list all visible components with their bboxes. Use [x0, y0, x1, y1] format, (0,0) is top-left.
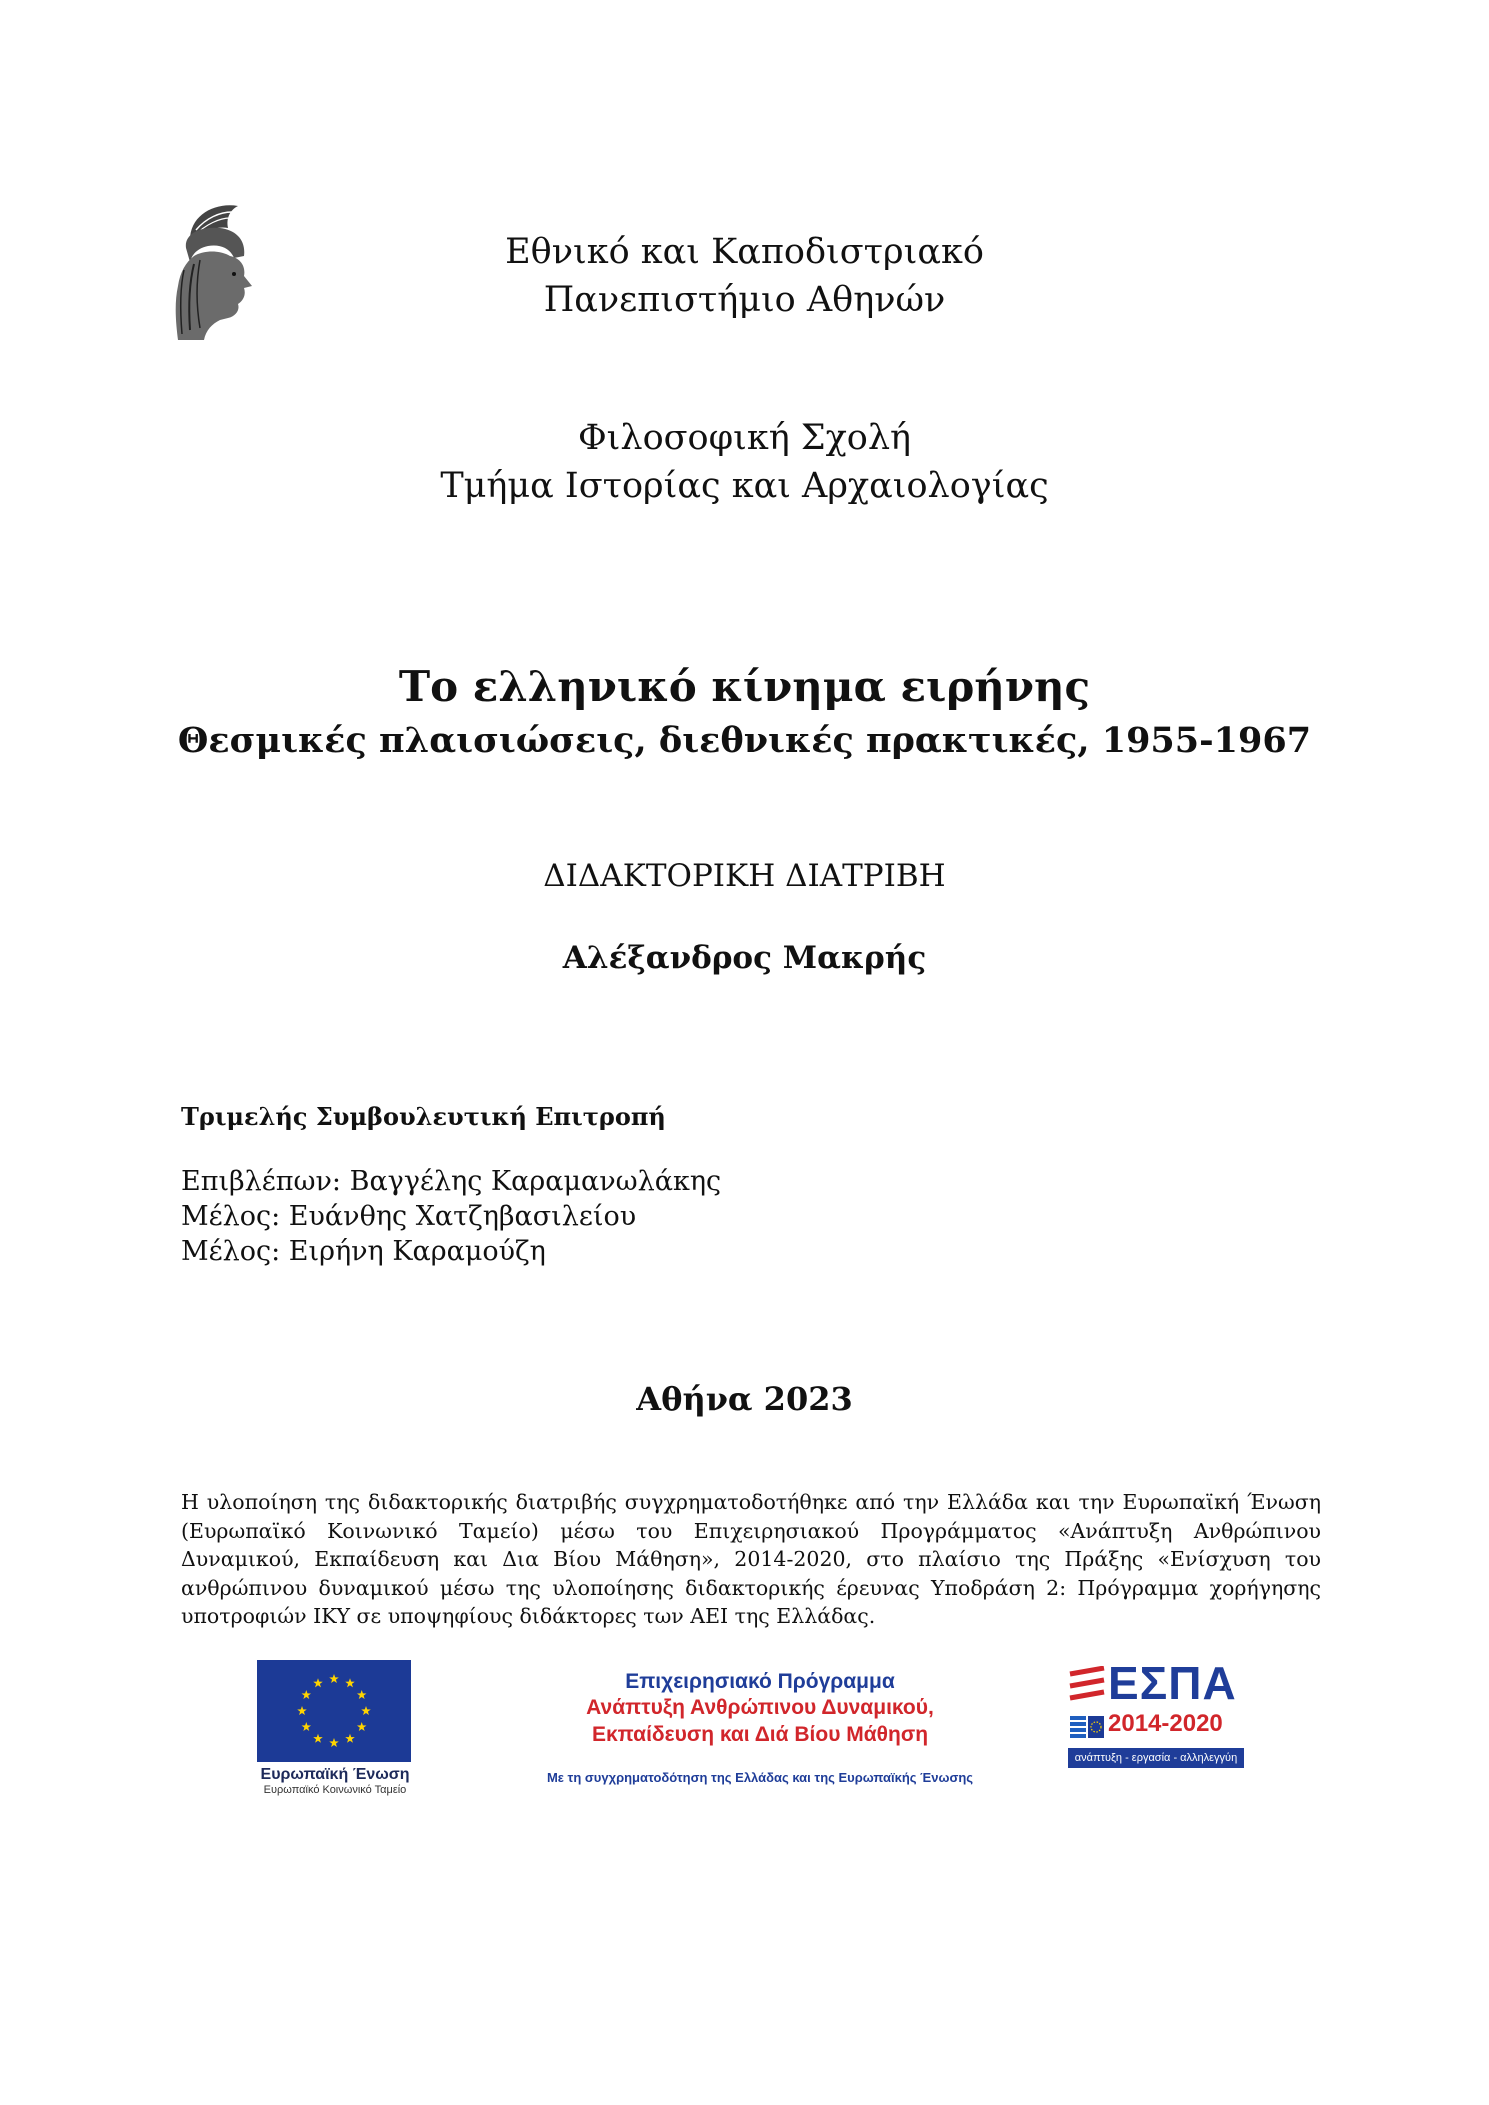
- eu-logo: [257, 1660, 413, 1796]
- greek-eu-flags-icon: [1070, 1716, 1104, 1738]
- eu-flag-icon: [257, 1660, 411, 1762]
- espa-stripes-icon: [1068, 1666, 1106, 1710]
- eu-star-icon: [313, 1678, 323, 1687]
- espa-word: ΕΣΠΑ: [1108, 1657, 1237, 1709]
- eu-star-icon: [329, 1738, 339, 1747]
- eu-star-icon: [297, 1706, 307, 1715]
- school-name: Φιλοσοφική Σχολή: [577, 418, 911, 458]
- funding-statement: Η υλοποίηση της διδακτορικής διατριβής συγχρηματοδοτήθηκε από την Ελλάδα και την Ευρωπαϊκή Ένωση (Ευρωπαϊκό Κοινωνικό Ταμείο) μέσω του Επιχειρησιακού Προγράμματος «Ανάπτυξη Ανθρώπινου Δυναμικού, Εκπαίδευση και Δια Βίου Μάθηση», 2014-2020, στο πλαίσιο της Πράξης «Ενίσχυση του ανθρώπινου δυναμικού μέσω της υλοποίησης διδακτορικής έρευνας Υποδράση 2: Πρόγραμμα χορήγησης υποτροφιών ΙΚΥ σε υποψηφίους διδάκτορες των ΑΕΙ της Ελλάδας.: [181, 1490, 1321, 1628]
- eu-star-icon: [313, 1734, 323, 1743]
- operational-programme-logo: [520, 1670, 1000, 1785]
- op-logo-line1: Επιχειρησιακό Πρόγραμμα: [625, 1670, 895, 1693]
- eu-star-icon: [361, 1706, 371, 1715]
- committee-heading: Τριμελής Συμβουλευτική Επιτροπή: [181, 1102, 666, 1131]
- eu-logo-fund: Ευρωπαϊκό Κοινωνικό Ταμείο: [263, 1784, 407, 1796]
- op-logo-line3: Εκπαίδευση και Διά Βίου Μάθηση: [591, 1723, 929, 1746]
- eu-logo-name: Ευρωπαϊκή Ένωση: [260, 1766, 410, 1783]
- eu-star-icon: [345, 1678, 355, 1687]
- place-year: Αθήνα 2023: [636, 1380, 853, 1418]
- university-name-line1: Εθνικό και Καποδιστριακό: [505, 232, 984, 272]
- committee-member: Επιβλέπων: Βαγγέλης Καραμανωλάκης: [181, 1166, 722, 1197]
- document-type: ΔΙΔΑΚΤΟΡΙΚΗ ΔΙΑΤΡΙΒΗ: [543, 858, 946, 894]
- author-name: Αλέξανδρος Μακρής: [562, 940, 927, 976]
- eu-star-icon: [357, 1690, 367, 1699]
- op-logo-cofunding: Με τη συγχρηματοδότηση της Ελλάδας και της Ευρωπαϊκής Ένωσης: [546, 1770, 974, 1785]
- thesis-subtitle: Θεσμικές πλαισιώσεις, διεθνικές πρακτικές, 1955-1967: [177, 720, 1312, 761]
- eu-star-icon: [329, 1674, 339, 1683]
- eu-star-icon: [302, 1690, 312, 1699]
- espa-tagline: ανάπτυξη - εργασία - αλληλεγγύη: [1068, 1748, 1244, 1768]
- eu-star-icon: [302, 1722, 312, 1731]
- department-name: Τμήμα Ιστορίας και Αρχαιολογίας: [440, 466, 1049, 506]
- committee-member: Μέλος: Ευάνθης Χατζηβασιλείου: [181, 1201, 637, 1232]
- committee-member: Μέλος: Ειρήνη Καραμούζη: [181, 1236, 546, 1267]
- eu-star-icon: [345, 1734, 355, 1743]
- eu-star-icon: [357, 1722, 367, 1731]
- espa-years: 2014-2020: [1108, 1710, 1223, 1737]
- thesis-title: Το ελληνικό κίνημα ειρήνης: [398, 662, 1091, 711]
- op-logo-line2: Ανάπτυξη Ανθρώπινου Δυναμικού,: [586, 1696, 934, 1719]
- university-name-line2: Πανεπιστήμιο Αθηνών: [543, 280, 946, 320]
- espa-logo: [1068, 1657, 1244, 1770]
